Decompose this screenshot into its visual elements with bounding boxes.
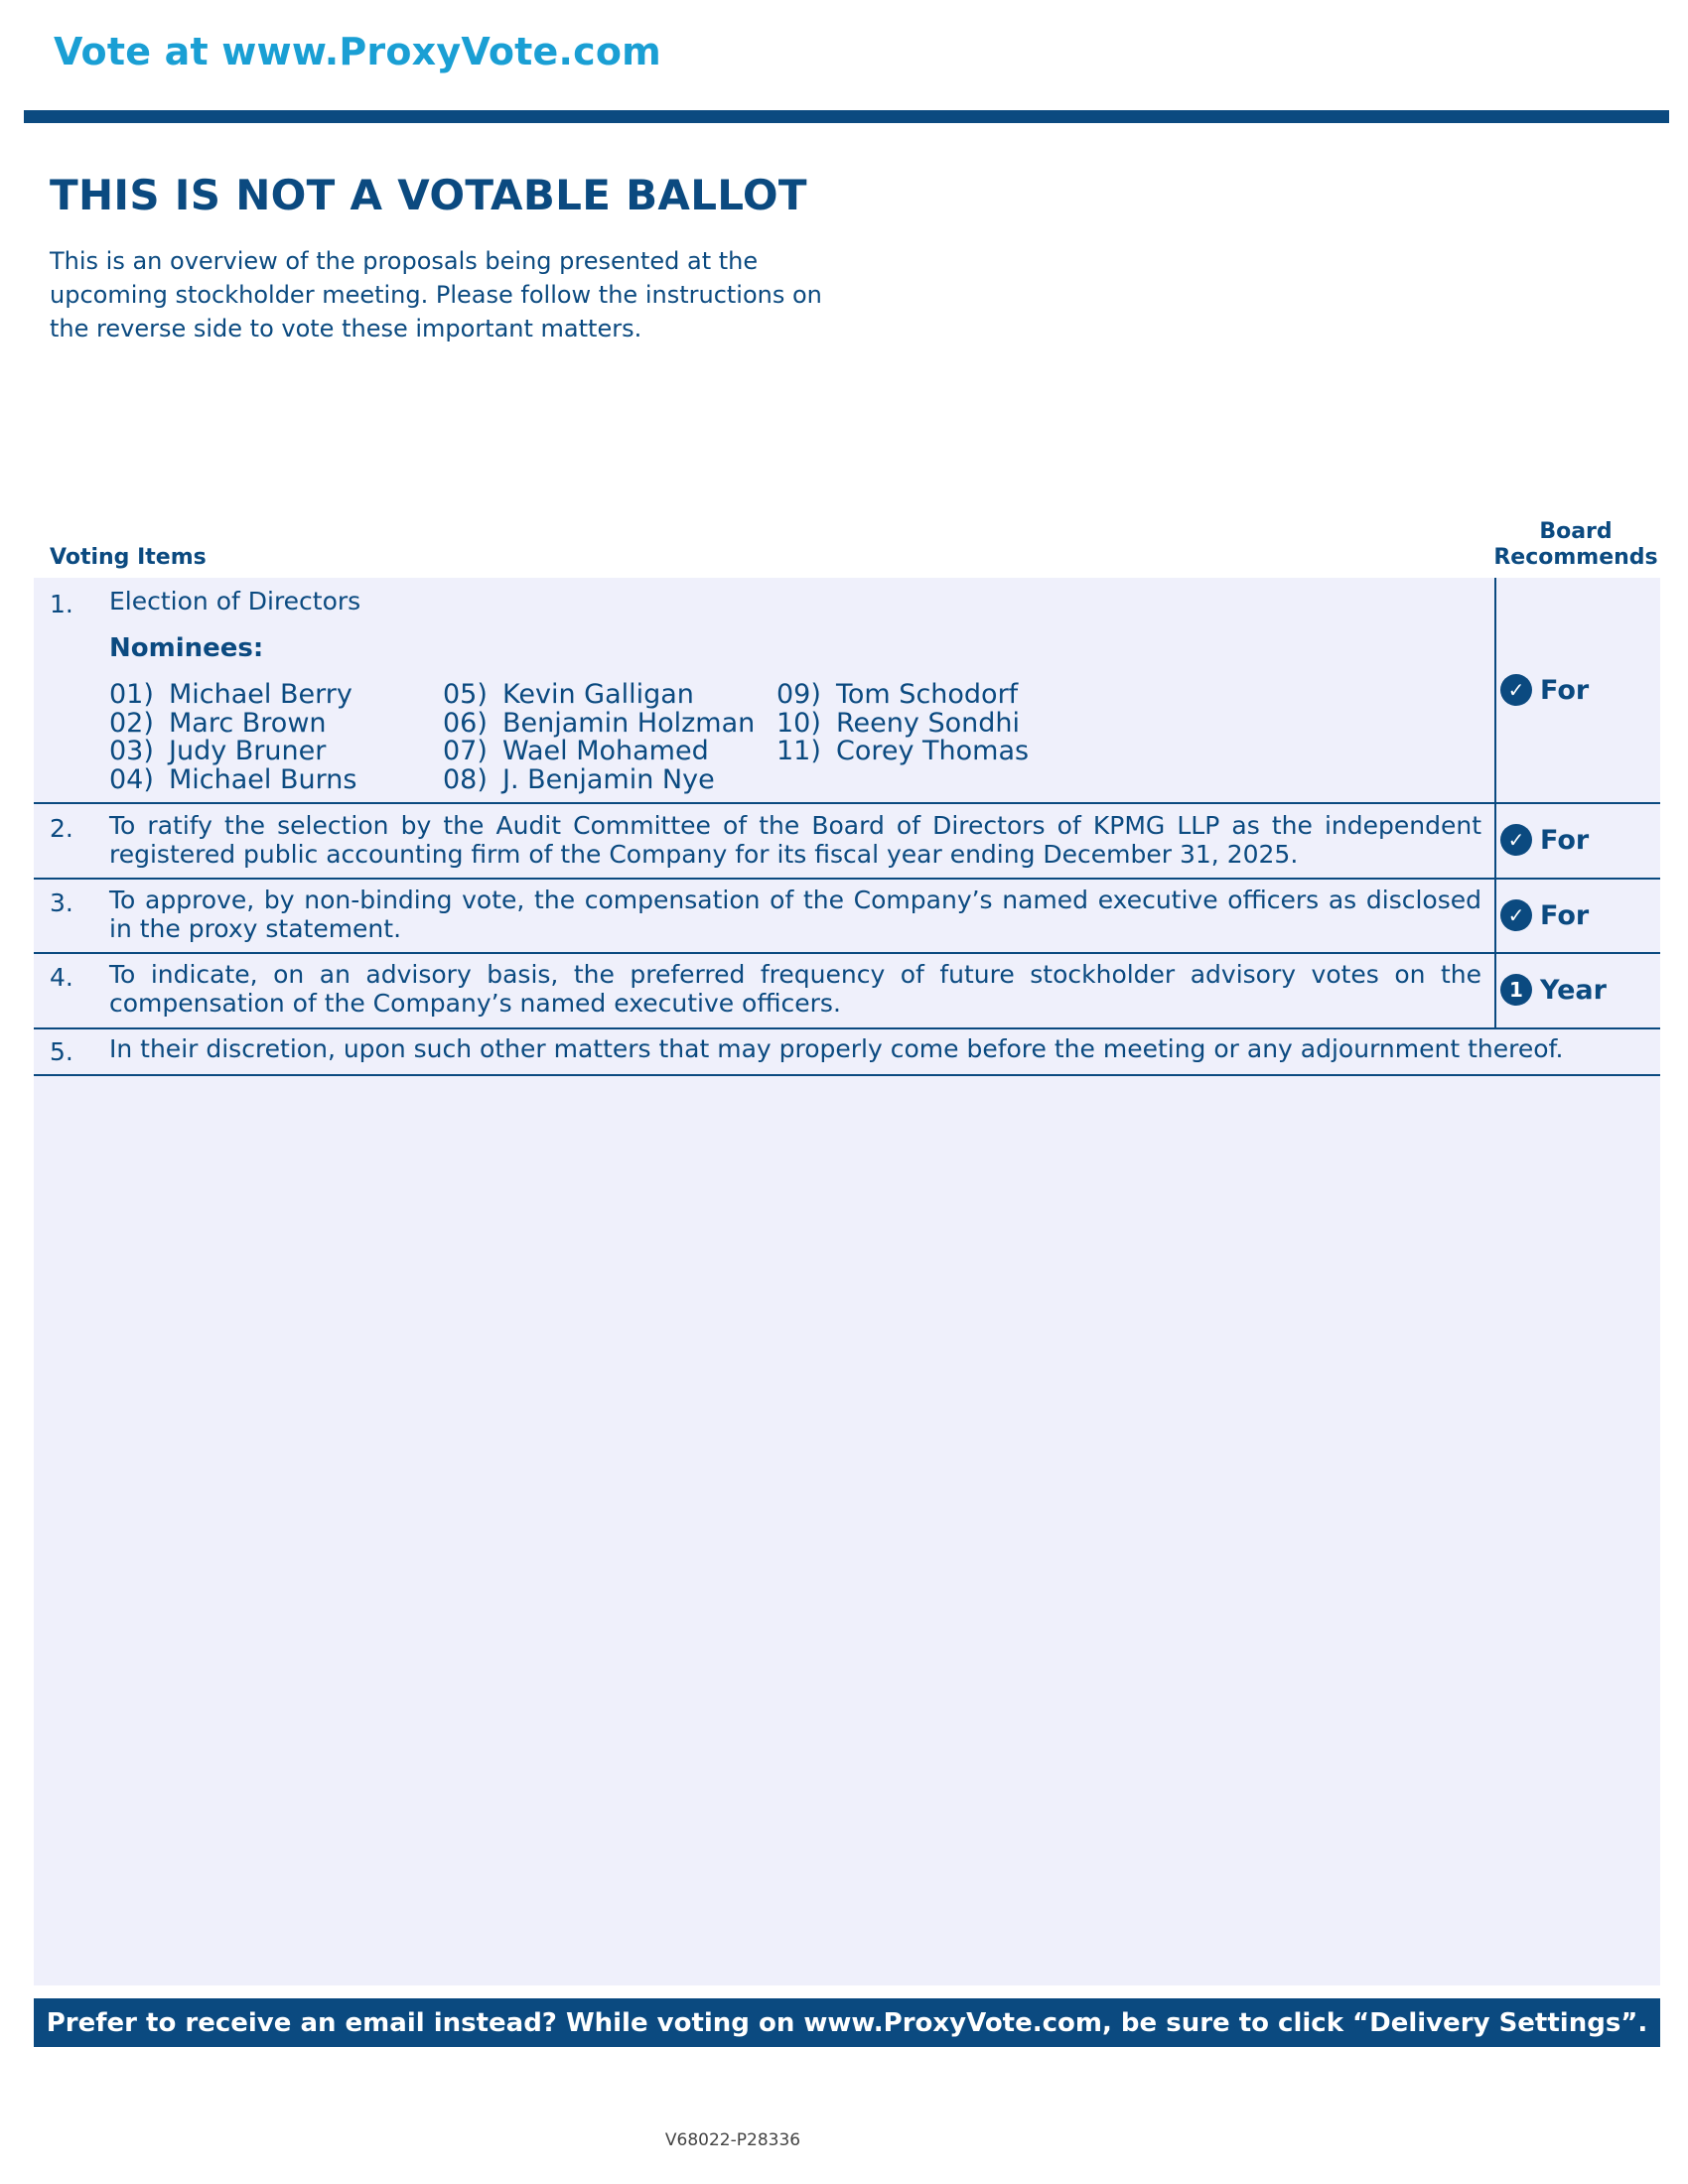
nominee-number: 05)	[443, 679, 488, 710]
nominee	[443, 766, 755, 795]
nominee-column	[776, 681, 1029, 766]
voting-items-header: Voting Items	[50, 545, 207, 570]
item-text: To indicate, on an advisory basis, the preferred frequency of future stockholder advisory votes on the compensation of the Company’s named executive officers.	[109, 960, 1481, 1018]
item-text: In their discretion, upon such other matters that may properly come before the meeting or any adjournment thereof.	[109, 1034, 1564, 1063]
check-circle-icon: ✓	[1500, 824, 1532, 856]
nominee-column	[443, 681, 755, 795]
intro-text: This is an overview of the proposals being presented at the upcoming stockholder meeting. Please follow the instructions on the reverse side to vote these important matters.	[50, 247, 822, 342]
nominee-number: 06)	[443, 707, 488, 739]
recommendation-for	[1500, 899, 1589, 931]
item-number: 2.	[50, 814, 73, 843]
nominee-number: 01)	[109, 679, 154, 710]
nominee-name: Judy Bruner	[169, 736, 327, 767]
nominee-name: Michael Burns	[169, 764, 357, 796]
nominee	[443, 681, 755, 710]
nominee	[109, 707, 356, 739]
nominee-number: 02)	[109, 707, 154, 739]
proxyvote-link[interactable]: Vote at www.ProxyVote.com	[54, 30, 661, 73]
row-divider	[34, 952, 1660, 954]
recommendation-label: For	[1540, 899, 1590, 931]
nominee-number: 04)	[109, 764, 154, 796]
item-number: 3.	[50, 888, 73, 917]
delivery-settings-banner: Prefer to receive an email instead? While voting on www.ProxyVote.com, be sure to click “Delivery Settings”.	[34, 1998, 1660, 2047]
item-text: To ratify the selection by the Audit Committee of the Board of Directors of KPMG LLP as the independent registered public accounting firm of the Company for its fiscal year ending December 31, 2025.	[109, 811, 1481, 869]
row-divider	[34, 1074, 1660, 1076]
nominee	[776, 707, 1029, 739]
nominee-name: Wael Mohamed	[502, 736, 709, 767]
nominee	[776, 738, 1029, 766]
recommendation-for	[1500, 674, 1589, 706]
nominee-number: 08)	[443, 764, 488, 796]
nominees-label: Nominees:	[109, 633, 264, 663]
header-rule	[24, 110, 1669, 123]
row-divider	[34, 802, 1660, 804]
nominee-name: Benjamin Holzman	[502, 707, 756, 739]
nominee-number: 11)	[776, 736, 821, 767]
nominee-name: Reeny Sondhi	[836, 707, 1020, 739]
recommendation-for	[1500, 824, 1589, 856]
nominee-name: Corey Thomas	[836, 736, 1030, 767]
nominee-name: Tom Schodorf	[836, 679, 1019, 710]
nominee	[109, 738, 356, 766]
nominee-name: Michael Berry	[169, 679, 352, 710]
nominee-name: Marc Brown	[169, 707, 327, 739]
item-text: To approve, by non-binding vote, the compensation of the Company’s named executive officers as disclosed in the proxy statement.	[109, 886, 1481, 943]
nominee-number: 09)	[776, 679, 821, 710]
item-number: 4.	[50, 963, 73, 992]
recommendation-label: For	[1540, 824, 1590, 856]
page-title: THIS IS NOT A VOTABLE BALLOT	[50, 171, 807, 219]
nominee-number: 03)	[109, 736, 154, 767]
nominee	[443, 738, 755, 766]
nominee-number: 10)	[776, 707, 821, 739]
nominee	[443, 707, 756, 739]
nominee	[109, 766, 356, 795]
nominee	[776, 681, 1029, 710]
control-number: V68022-P28336	[664, 2130, 801, 2150]
item-number: 1.	[50, 590, 73, 618]
nominee-number: 07)	[443, 736, 488, 767]
row-divider	[34, 878, 1660, 880]
recommendation-label: For	[1540, 674, 1590, 706]
check-circle-icon: ✓	[1500, 674, 1532, 706]
recommendation-label: Year	[1540, 974, 1607, 1006]
item-number: 5.	[50, 1037, 73, 1066]
row-divider	[34, 1027, 1660, 1029]
board-recommends-header: Board Recommends	[1493, 519, 1658, 570]
nominee-name: J. Benjamin Nye	[502, 764, 715, 796]
item-text: Election of Directors	[109, 587, 361, 615]
nominee	[109, 681, 356, 710]
number-one-circle-icon: 1	[1500, 974, 1532, 1006]
nominee-name: Kevin Galligan	[502, 679, 694, 710]
check-circle-icon: ✓	[1500, 899, 1532, 931]
recommendation-year	[1500, 974, 1607, 1006]
nominee-column	[109, 681, 356, 795]
